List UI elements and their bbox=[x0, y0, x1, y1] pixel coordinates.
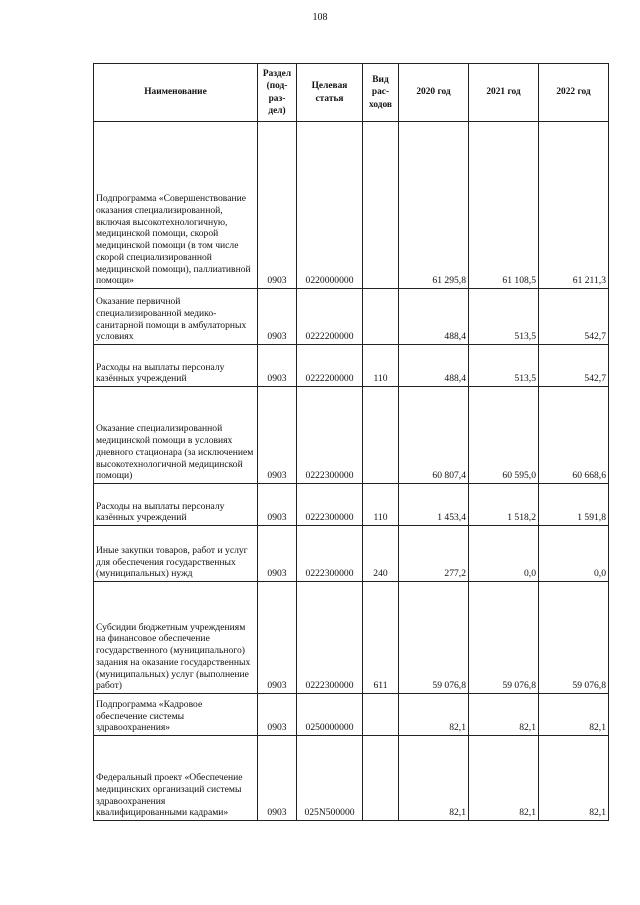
row-2021: 82,1 bbox=[469, 694, 539, 736]
row-name: Субсидии бюджетным учреждениям на финансовое обеспечение государственного (муниципального) задания на оказание государственных (муниципальных) услуг (выполнение работ) bbox=[94, 582, 258, 694]
row-type: 611 bbox=[363, 582, 399, 694]
row-type bbox=[363, 694, 399, 736]
row-type bbox=[363, 387, 399, 484]
row-section: 0903 bbox=[258, 484, 297, 526]
row-name: Подпрограмма «Совершенствование оказания специализированной, включая высокотехнологичную, медицинской помощи, скорой медицинской помощи (в том числе скорой специализированной медицинской помощи), паллиативной помощи» bbox=[94, 122, 258, 289]
table-row bbox=[94, 387, 609, 484]
row-2022: 82,1 bbox=[539, 736, 609, 821]
row-2021: 59 076,8 bbox=[469, 582, 539, 694]
header-2020: 2020 год bbox=[399, 64, 469, 122]
header-section bbox=[258, 64, 297, 122]
row-target: 0222300000 bbox=[297, 387, 363, 484]
row-target: 0250000000 bbox=[297, 694, 363, 736]
row-target: 0222300000 bbox=[297, 582, 363, 694]
row-type bbox=[363, 289, 399, 345]
row-2021: 513,5 bbox=[469, 289, 539, 345]
row-name: Оказание специализированной медицинской помощи в условиях дневного стационара (за исключением высокотехнологичной медицинской помощи) bbox=[94, 387, 258, 484]
row-type bbox=[363, 736, 399, 821]
table-row bbox=[94, 694, 609, 736]
row-2021: 82,1 bbox=[469, 736, 539, 821]
row-target: 025N500000 bbox=[297, 736, 363, 821]
row-2022: 59 076,8 bbox=[539, 582, 609, 694]
row-type bbox=[363, 122, 399, 289]
row-2020: 59 076,8 bbox=[399, 582, 469, 694]
row-2022: 542,7 bbox=[539, 289, 609, 345]
row-2022: 82,1 bbox=[539, 694, 609, 736]
row-name: Федеральный проект «Обеспечение медицинских организаций системы здравоохранения квалифицированными кадрами» bbox=[94, 736, 258, 821]
row-section: 0903 bbox=[258, 736, 297, 821]
row-2021: 513,5 bbox=[469, 345, 539, 387]
page-number: 108 bbox=[312, 12, 328, 23]
row-section: 0903 bbox=[258, 122, 297, 289]
row-section: 0903 bbox=[258, 289, 297, 345]
row-target: 0222200000 bbox=[297, 289, 363, 345]
row-target: 0220000000 bbox=[297, 122, 363, 289]
row-2020: 277,2 bbox=[399, 526, 469, 582]
row-2021: 60 595,0 bbox=[469, 387, 539, 484]
header-2022: 2022 год bbox=[539, 64, 609, 122]
row-name: Расходы на выплаты персоналу казённых учреждений bbox=[94, 484, 258, 526]
row-2020: 61 295,8 bbox=[399, 122, 469, 289]
row-2021: 0,0 bbox=[469, 526, 539, 582]
row-2020: 1 453,4 bbox=[399, 484, 469, 526]
row-2020: 60 807,4 bbox=[399, 387, 469, 484]
table-row bbox=[94, 582, 609, 694]
row-section: 0903 bbox=[258, 582, 297, 694]
row-section: 0903 bbox=[258, 387, 297, 484]
table-row bbox=[94, 289, 609, 345]
row-2020: 488,4 bbox=[399, 345, 469, 387]
row-target: 0222300000 bbox=[297, 484, 363, 526]
row-2022: 60 668,6 bbox=[539, 387, 609, 484]
row-name: Расходы на выплаты персоналу казённых учреждений bbox=[94, 345, 258, 387]
header-target: Целевая статья bbox=[297, 64, 363, 122]
row-section: 0903 bbox=[258, 694, 297, 736]
row-section: 0903 bbox=[258, 526, 297, 582]
row-type: 240 bbox=[363, 526, 399, 582]
table-row bbox=[94, 526, 609, 582]
table-row bbox=[94, 484, 609, 526]
row-name: Иные закупки товаров, работ и услуг для обеспечения государственных (муниципальных) нужд bbox=[94, 526, 258, 582]
row-type: 110 bbox=[363, 345, 399, 387]
row-target: 0222200000 bbox=[297, 345, 363, 387]
header-row bbox=[94, 64, 609, 122]
row-target: 0222300000 bbox=[297, 526, 363, 582]
row-2021: 61 108,5 bbox=[469, 122, 539, 289]
header-2021: 2021 год bbox=[469, 64, 539, 122]
budget-table bbox=[93, 63, 609, 821]
row-name: Подпрограмма «Кадровое обеспечение системы здравоохранения» bbox=[94, 694, 258, 736]
row-2020: 488,4 bbox=[399, 289, 469, 345]
row-2022: 1 591,8 bbox=[539, 484, 609, 526]
header-section-text: Раздел (под-раз-дел) bbox=[262, 69, 292, 116]
row-2021: 1 518,2 bbox=[469, 484, 539, 526]
row-name: Оказание первичной специализированной медико-санитарной помощи в амбулаторных условиях bbox=[94, 289, 258, 345]
header-name: Наименование bbox=[94, 64, 258, 122]
row-2020: 82,1 bbox=[399, 694, 469, 736]
header-type: Вид рас-ходов bbox=[363, 64, 399, 122]
row-2020: 82,1 bbox=[399, 736, 469, 821]
row-section: 0903 bbox=[258, 345, 297, 387]
row-2022: 542,7 bbox=[539, 345, 609, 387]
table-row bbox=[94, 122, 609, 289]
table-row bbox=[94, 345, 609, 387]
row-2022: 0,0 bbox=[539, 526, 609, 582]
row-2022: 61 211,3 bbox=[539, 122, 609, 289]
row-type: 110 bbox=[363, 484, 399, 526]
table-row bbox=[94, 736, 609, 821]
